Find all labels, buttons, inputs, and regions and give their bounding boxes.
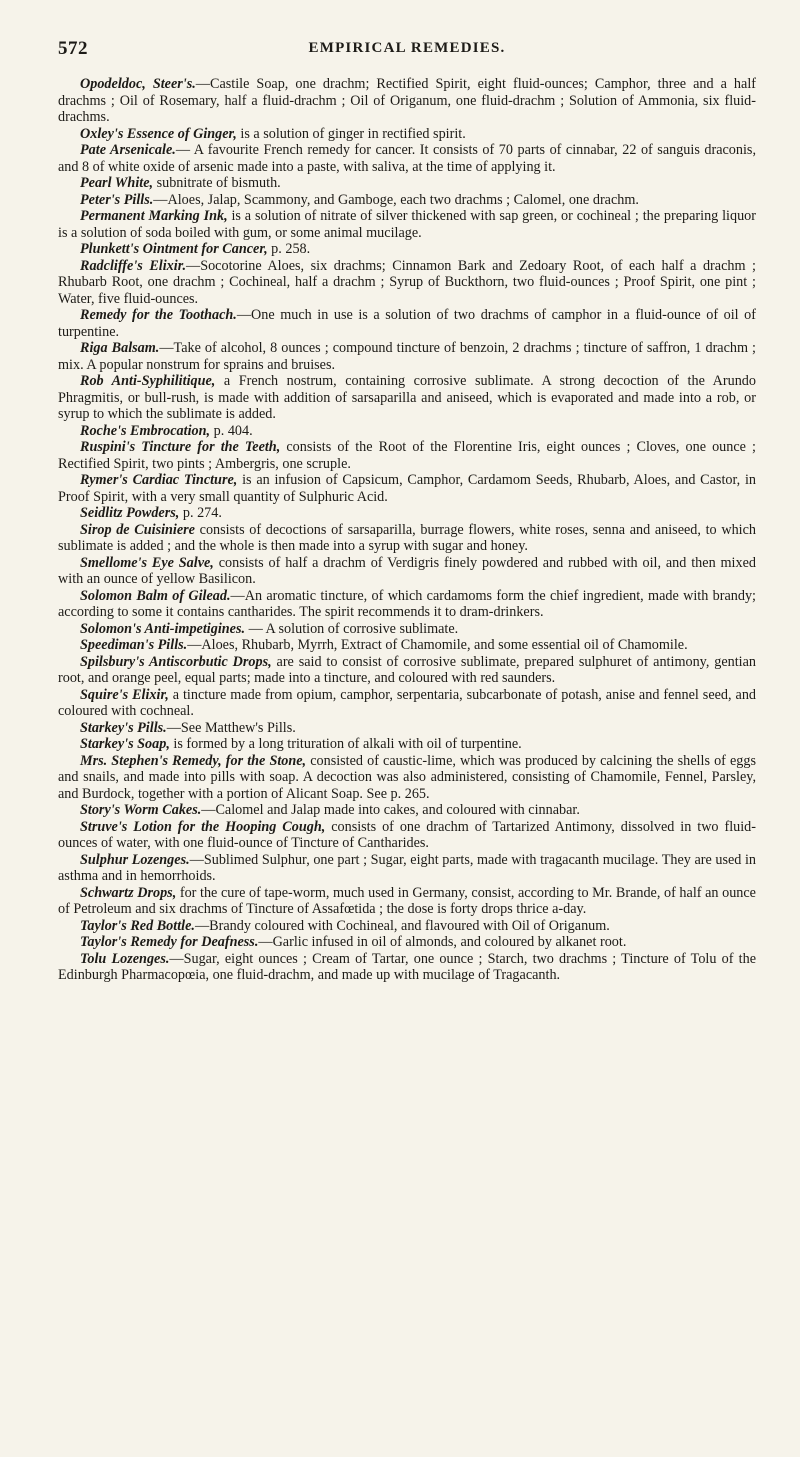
- remedy-name: Starkey's Soap,: [80, 736, 170, 752]
- remedy-description: — A favourite French remedy for cancer. It consists of 70 parts of cinnabar, 22 of sanguis draconis, and 8 of white oxide of arsenic made into a paste, with saliva, at the time of applying it.: [58, 142, 756, 175]
- remedy-name: Seidlitz Powders,: [80, 505, 180, 521]
- remedy-description: —Sublimed Sulphur, one part ; Sugar, eight parts, made with tragacanth mucilage. They are used in asthma and in hemorrhoids.: [58, 851, 756, 884]
- remedy-description: —Calomel and Jalap made into cakes, and coloured with cinnabar.: [201, 802, 580, 818]
- remedy-name: Smellome's Eye Salve,: [80, 554, 214, 571]
- remedy-name: Permanent Marking Ink,: [80, 208, 228, 224]
- remedy-description: subnitrate of bismuth.: [153, 175, 281, 191]
- remedy-description: is a solution of nitrate of silver thickened with sap green, or cochineal ; the preparing liquor is a solution of soda boiled with gum, or some animal mucilage.: [58, 208, 756, 241]
- remedy-name: Solomon's Anti-impetigines.: [80, 620, 246, 637]
- remedy-description: — A solution of corrosive sublimate.: [245, 620, 459, 637]
- remedy-entry: [58, 340, 756, 373]
- remedy-entry: [58, 918, 756, 935]
- remedy-entry: [58, 307, 756, 340]
- remedy-entry: [58, 258, 756, 308]
- remedy-description: —Castile Soap, one drachm; Rectified Spirit, eight fluid-ounces; Camphor, three and a half drachms ; Oil of Rosemary, half a fluid-drachm ; Oil of Origanum, one fluid-drachm ; Solution of Ammonia, six fluid-drachms.: [58, 76, 756, 125]
- remedy-entry: [58, 472, 756, 505]
- remedy-description: consists of the Root of the Florentine Iris, eight ounces ; Cloves, one ounce ; Rectified Spirit, two pints ; Ambergris, one scruple.: [58, 439, 756, 472]
- remedy-description: consisted of caustic-lime, which was produced by calcining the shells of eggs and snails, and made into pills with soap. A decoction was also administered, consisting of Chamomile, Fennel, Parsley, and Burdock, together with a portion of Alicant Soap. See p. 265.: [58, 752, 756, 802]
- remedy-entry: [58, 753, 756, 803]
- remedy-name: Struve's Lotion for the Hooping Cough,: [80, 818, 326, 835]
- remedy-name: Oxley's Essence of Ginger,: [80, 125, 237, 142]
- remedy-description: —Aloes, Jalap, Scammony, and Gamboge, each two drachms ; Calomel, one drachm.: [153, 191, 639, 208]
- remedy-entry: [58, 951, 756, 984]
- page-header: [58, 38, 756, 70]
- remedy-description: for the cure of tape-worm, much used in Germany, consist, according to Mr. Brande, of half an ounce of Petroleum and six drachms of Tincture of Assafœtida ; the dose is forty drops thrice a-day.: [58, 884, 756, 917]
- remedy-description: —Garlic infused in oil of almonds, and coloured by alkanet root.: [258, 934, 627, 950]
- remedy-entry: [58, 126, 756, 143]
- remedy-entry: [58, 654, 756, 687]
- remedy-name: Remedy for the Toothach.: [80, 307, 237, 323]
- remedy-description: are said to consist of corrosive sublimate, prepared sulphuret of antimony, gentian root, and orange peel, equal parts; made into a tincture, and coloured with red saunders.: [58, 653, 756, 686]
- remedy-description: consists of half a drachm of Verdigris finely powdered and rubbed with oil, and then mixed with an ounce of yellow Basilicon.: [58, 554, 756, 587]
- remedy-entry: [58, 687, 756, 720]
- remedy-entry: [58, 852, 756, 885]
- remedy-name: Sulphur Lozenges.: [80, 851, 190, 868]
- remedy-description: is an infusion of Capsicum, Camphor, Cardamom Seeds, Rhubarb, Aloes, and Castor, in Proof Spirit, with a very small quantity of Sulphuric Acid.: [58, 472, 756, 505]
- remedy-entry: [58, 241, 756, 258]
- remedy-name: Rymer's Cardiac Tincture,: [80, 472, 238, 488]
- remedy-name: Taylor's Red Bottle.: [80, 917, 195, 934]
- remedy-description: consists of decoctions of sarsaparilla, burrage flowers, white roses, senna and aniseed, to which sublimate is added ; and the whole is then made into a syrup with sugar and honey.: [58, 521, 756, 554]
- remedy-description: —Take of alcohol, 8 ounces ; compound tincture of benzoin, 2 drachms ; tincture of saffron, 1 drachm ; mix. A popular nonstrum for sprains and bruises.: [58, 340, 757, 373]
- remedy-entry: [58, 802, 756, 819]
- remedy-name: Story's Worm Cakes.: [80, 802, 202, 818]
- remedy-entry: [58, 736, 756, 753]
- remedy-name: Plunkett's Ointment for Cancer,: [80, 241, 268, 257]
- remedy-entry: [58, 555, 756, 588]
- remedy-description: —An aromatic tincture, of which cardamoms form the chief ingredient, made with brandy; according to some it contains cantharides. The spirit recommends it to dram-drinkers.: [58, 587, 756, 620]
- remedy-description: consists of one drachm of Tartarized Antimony, dissolved in two fluid-ounces of water, with one fluid-ounce of Tincture of Cantharides.: [58, 818, 756, 851]
- remedy-description: is formed by a long trituration of alkali with oil of turpentine.: [169, 736, 522, 752]
- remedy-entry: [58, 819, 756, 852]
- remedy-description: —Socotorine Aloes, six drachms; Cinnamon Bark and Zedoary Root, of each half a drachm ; Rhubarb Root, one drachm ; Cochineal, half a drachm ; Syrup of Buckthorn, two fluid-ounces ; Proof Spirit, one pint ; Water, five fluid-ounces.: [58, 257, 756, 307]
- remedy-description: —Sugar, eight ounces ; Cream of Tartar, one ounce ; Starch, two drachms ; Tincture of Tolu of the Edinburgh Pharmacopœia, one fluid-drachm, and made up with mucilage of Tragacanth.: [58, 950, 756, 983]
- remedy-entry: [58, 439, 756, 472]
- remedy-name: Peter's Pills.: [80, 191, 154, 208]
- remedy-name: Spilsbury's Antiscorbutic Drops,: [80, 653, 272, 670]
- remedy-name: Mrs. Stephen's Remedy, for the Stone,: [80, 752, 307, 769]
- remedy-entry: [58, 423, 756, 440]
- remedy-name: Starkey's Pills.: [80, 719, 167, 736]
- remedy-description: —One much in use is a solution of two drachms of camphor in a fluid-ounce of oil of turpentine.: [58, 307, 756, 340]
- remedy-description: p. 258.: [267, 241, 311, 257]
- remedy-entry: [58, 621, 756, 638]
- remedy-name: Squire's Elixir,: [80, 686, 169, 703]
- remedy-entry: [58, 505, 756, 522]
- remedy-entry: [58, 885, 756, 918]
- running-head: EMPIRICAL REMEDIES.: [308, 40, 506, 56]
- remedy-name: Schwartz Drops,: [80, 884, 177, 901]
- remedy-entry: [58, 373, 756, 423]
- remedy-name: Ruspini's Tincture for the Teeth,: [80, 439, 281, 455]
- page-number: 572: [58, 38, 88, 59]
- remedy-entry: [58, 76, 756, 126]
- remedy-description: is a solution of ginger in rectified spirit.: [236, 125, 466, 142]
- remedy-description: p. 404.: [210, 422, 253, 439]
- remedy-entry: [58, 720, 756, 737]
- remedy-name: Rob Anti-Syphilitique,: [80, 373, 216, 389]
- remedy-entry: [58, 175, 756, 192]
- remedy-entry: [58, 637, 756, 654]
- remedy-entry: [58, 208, 756, 241]
- remedy-description: —Aloes, Rhubarb, Myrrh, Extract of Chamomile, and some essential oil of Chamomile.: [187, 637, 688, 653]
- remedy-name: Solomon Balm of Gilead.: [80, 587, 231, 604]
- remedy-name: Pearl White,: [80, 175, 154, 191]
- remedy-name: Roche's Embrocation,: [80, 422, 211, 439]
- remedy-name: Pate Arsenicale.: [80, 142, 176, 158]
- remedy-entry: [58, 934, 756, 951]
- remedy-name: Radcliffe's Elixir.: [80, 257, 186, 274]
- remedy-entry: [58, 192, 756, 209]
- remedy-name: Opodeldoc, Steer's.: [80, 76, 196, 92]
- remedy-entry: [58, 588, 756, 621]
- remedy-description: —See Matthew's Pills.: [166, 719, 296, 736]
- remedy-entry: [58, 522, 756, 555]
- remedy-name: Tolu Lozenges.: [80, 950, 170, 967]
- remedy-name: Sirop de Cuisiniere: [80, 521, 195, 538]
- remedy-name: Riga Balsam.: [80, 340, 160, 356]
- remedy-description: a tincture made from opium, camphor, serpentaria, subcarbonate of potash, anise and fennel seed, and coloured with cochneal.: [58, 686, 757, 719]
- remedy-description: —Brandy coloured with Cochineal, and flavoured with Oil of Origanum.: [194, 917, 610, 934]
- remedy-description: p. 274.: [179, 505, 222, 521]
- remedy-entries: [58, 76, 756, 984]
- remedy-name: Taylor's Remedy for Deafness.: [80, 934, 259, 950]
- remedy-name: Speediman's Pills.: [80, 637, 188, 653]
- remedy-entry: [58, 142, 756, 175]
- remedy-description: a French nostrum, containing corrosive sublimate. A strong decoction of the Arundo Phragmitis, or bull-rush, is made with addition of sarsaparilla and aniseed, which is evaporated and made into a rob, or syrup to which the sublimate is added.: [58, 373, 756, 422]
